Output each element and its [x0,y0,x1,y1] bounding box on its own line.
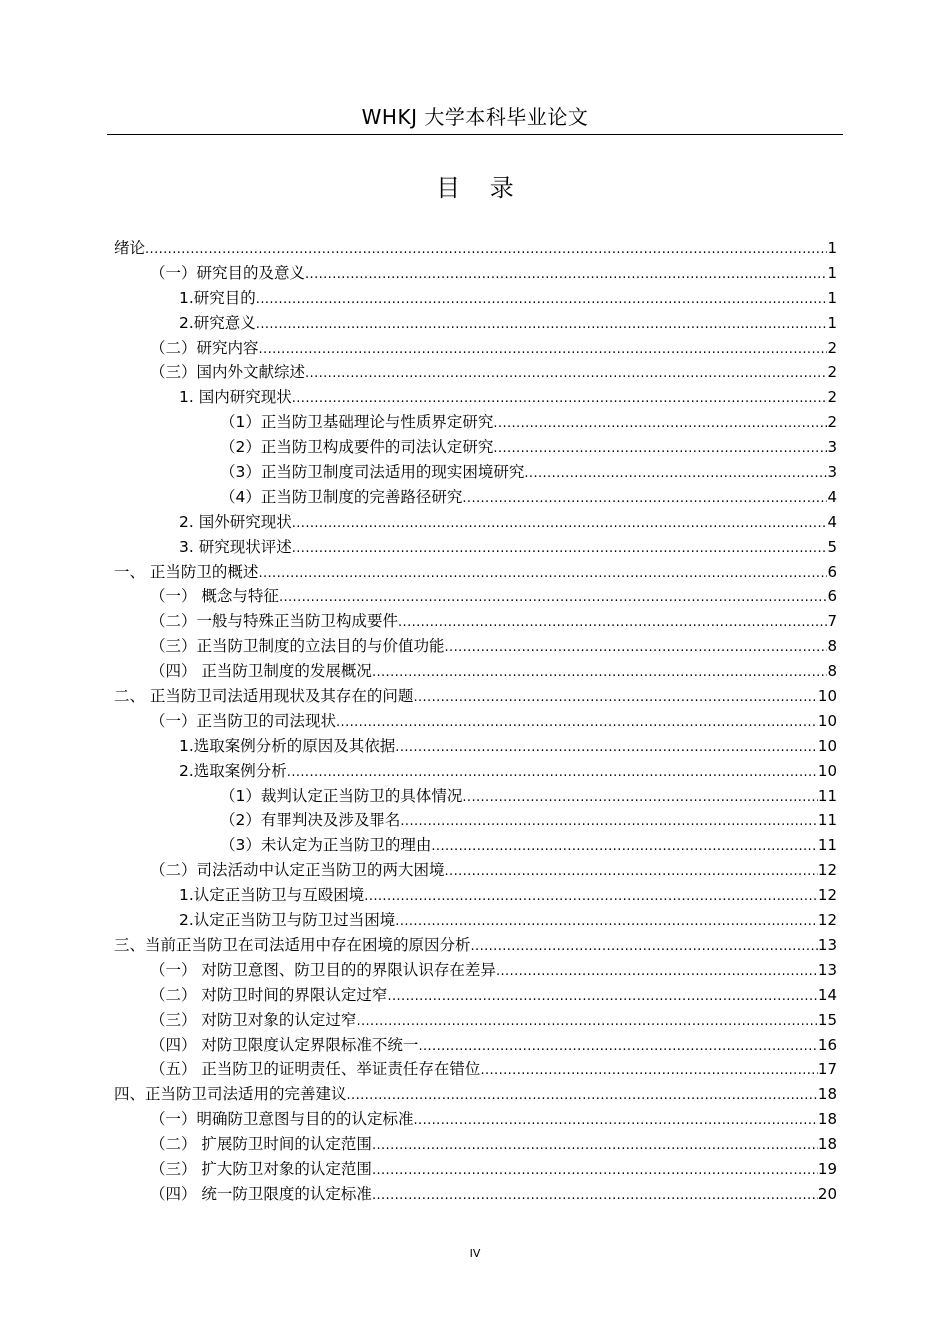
toc-entry-label: （2）正当防卫构成要件的司法认定研究 [220,438,494,457]
toc-entry[interactable] [114,236,837,261]
toc-dot-leader [462,485,827,510]
toc-entry-page: 16 [817,1035,837,1054]
toc-entry[interactable] [114,709,837,734]
toc-entry-label: （四） 对防卫限度认定界限标准不统一 [150,1035,419,1054]
toc-entry[interactable] [114,1157,837,1182]
toc-dot-leader [493,435,827,460]
toc-entry-label: （三） 对防卫对象的认定过窄 [150,1010,357,1029]
toc-entry-page: 18 [817,1085,837,1104]
toc-entry-page: 18 [817,1135,837,1154]
toc-dot-leader [372,1132,818,1157]
toc-entry-label: （1）正当防卫基础理论与性质界定研究 [220,413,494,432]
toc-entry-label: 2. 国外研究现状 [179,512,292,531]
toc-entry[interactable] [114,659,837,684]
toc-dot-leader [336,709,818,734]
toc-entry-label: （3）未认定为正当防卫的理由 [220,836,432,855]
toc-entry-page: 4 [827,487,837,506]
toc-entry-label: 3. 研究现状评述 [179,537,292,556]
toc-entry-page: 12 [817,911,837,930]
toc-dot-leader [292,510,828,535]
toc-entry[interactable] [114,833,837,858]
toc-entry[interactable] [114,261,837,286]
toc-entry[interactable] [114,1008,837,1033]
toc-entry[interactable] [114,958,837,983]
toc-dot-leader [524,460,827,485]
toc-dot-leader [256,311,828,336]
toc-dot-leader [305,360,827,385]
toc-entry-page: 1 [827,263,837,282]
toc-entry-page: 17 [817,1060,837,1079]
toc-entry-label: 1.认定正当防卫与互殴困境 [179,886,365,905]
toc-entry[interactable] [114,535,837,560]
toc-dot-leader [398,609,827,634]
toc-dot-leader [372,1182,818,1207]
toc-entry-label: 绪论 [114,239,146,257]
toc-dot-leader [305,261,827,286]
toc-entry-label: （四） 正当防卫制度的发展概况 [150,662,372,681]
toc-dot-leader [292,385,828,410]
toc-dot-leader [418,1033,817,1058]
toc-dot-leader [471,933,818,958]
toc-entry-label: （2）有罪判决及涉及罪名 [220,811,401,830]
toc-entry-page: 20 [817,1184,837,1203]
toc-entry-page: 2 [827,413,837,432]
toc-entry[interactable] [114,1057,837,1082]
toc-entry-page: 6 [827,562,837,581]
toc-entry-page: 2 [827,363,837,382]
document-header-title: WHKJ 大学本科毕业论文 [361,105,589,129]
toc-dot-leader [356,1008,817,1033]
toc-entry-page: 3 [827,463,837,482]
toc-entry-label: （四） 统一防卫限度的认定标准 [150,1184,372,1203]
toc-entry[interactable] [114,1182,837,1207]
toc-entry[interactable] [114,609,837,634]
toc-dot-leader [445,634,828,659]
toc-entry-label: （一）明确防卫意图与目的的认定标准 [150,1110,414,1129]
toc-entry-page: 1 [827,288,837,307]
toc-entry-label: （三）国内外文献综述 [150,363,306,382]
toc-entry-label: 2.研究意义 [179,313,256,332]
toc-entry-page: 8 [827,637,837,656]
toc-entry[interactable] [114,858,837,883]
toc-entry-page: 7 [827,612,837,631]
toc-entry-page: 19 [817,1159,837,1178]
toc-entry-label: 二、 正当防卫司法适用现状及其存在的问题 [114,687,414,706]
toc-entry-page: 6 [827,587,837,606]
toc-dot-leader [414,1107,818,1132]
toc-entry-label: 三、当前正当防卫在司法适用中存在困境的原因分析 [114,935,471,954]
toc-entry[interactable] [114,684,837,709]
toc-entry[interactable] [114,1132,837,1157]
toc-entry[interactable] [114,908,837,933]
toc-dot-leader [395,734,818,759]
toc-entry[interactable] [114,734,837,759]
toc-entry[interactable] [114,933,837,958]
toc-entry-label: 2.认定正当防卫与防卫过当困境 [179,911,396,930]
toc-dot-leader [395,908,818,933]
toc-entry-label: （1）裁判认定正当防卫的具体情况 [220,786,463,805]
toc-entry-page: 11 [817,786,837,805]
toc-entry-page: 10 [817,711,837,730]
toc-entry-label: （二） 扩展防卫时间的认定范围 [150,1135,372,1154]
toc-entry-label: （三）正当防卫制度的立法目的与价值功能 [150,637,445,656]
toc-entry-label: （二）一般与特殊正当防卫构成要件 [150,612,399,631]
toc-dot-leader [256,286,828,311]
toc-dot-leader [493,410,827,435]
toc-entry-label: （4）正当防卫制度的完善路径研究 [220,487,463,506]
toc-entry[interactable] [114,634,837,659]
toc-entry-label: （二） 对防卫时间的界限认定过窄 [150,985,388,1004]
toc-dot-leader [462,784,818,809]
toc-entry-label: （五） 正当防卫的证明责任、举证责任存在错位 [150,1060,481,1079]
toc-entry[interactable] [114,983,837,1008]
toc-entry-page: 5 [827,537,837,556]
toc-entry-page: 4 [827,512,837,531]
toc-entry[interactable] [114,410,837,435]
toc-entry[interactable] [114,286,837,311]
toc-entry[interactable] [114,311,837,336]
toc-entry-page: 10 [817,761,837,780]
toc-dot-leader [292,535,828,560]
toc-dot-leader [259,336,828,361]
toc-entry-page: 8 [827,662,837,681]
toc-dot-leader [387,983,817,1008]
toc-entry-page: 10 [817,736,837,755]
toc-title: 目 录 [436,174,514,202]
table-of-contents [114,236,837,1207]
toc-entry-page: 12 [817,861,837,880]
toc-entry[interactable] [114,883,837,908]
toc-dot-leader [496,958,818,983]
toc-entry-label: 四、正当防卫司法适用的完善建议 [114,1085,347,1104]
toc-entry-label: 一、 正当防卫的概述 [114,562,259,581]
toc-entry-page: 2 [827,388,837,407]
toc-entry-label: （二）研究内容 [150,338,259,357]
toc-entry[interactable] [114,1107,837,1132]
toc-dot-leader [287,759,818,784]
toc-dot-leader [413,684,817,709]
toc-entry-page: 15 [817,1010,837,1029]
toc-entry[interactable] [114,1082,837,1107]
toc-entry-page: 1 [827,239,837,257]
toc-entry-page: 12 [817,886,837,905]
toc-dot-leader [279,584,828,609]
toc-entry-label: （一） 对防卫意图、防卫目的的界限认识存在差异 [150,960,496,979]
toc-dot-leader [145,236,827,261]
toc-entry-page: 11 [817,836,837,855]
toc-entry[interactable] [114,759,837,784]
toc-entry-label: 1.选取案例分析的原因及其依据 [179,736,396,755]
toc-dot-leader [431,833,818,858]
toc-dot-leader [372,1157,818,1182]
toc-entry[interactable] [114,336,837,361]
toc-entry-page: 2 [827,338,837,357]
page-number: IV [469,1247,481,1260]
toc-entry-page: 13 [817,935,837,954]
toc-entry-page: 14 [817,985,837,1004]
toc-entry[interactable] [114,784,837,809]
toc-entry-label: 2.选取案例分析 [179,761,287,780]
toc-entry[interactable] [114,584,837,609]
toc-entry-page: 18 [817,1110,837,1129]
toc-entry-label: （一） 概念与特征 [150,587,279,606]
toc-entry[interactable] [114,435,837,460]
toc-dot-leader [258,560,827,585]
toc-dot-leader [400,808,818,833]
toc-entry-page: 13 [817,960,837,979]
toc-entry[interactable] [114,560,837,585]
toc-entry-label: （一）研究目的及意义 [150,263,306,282]
toc-entry-page: 11 [817,811,837,830]
toc-dot-leader [445,858,818,883]
toc-entry[interactable] [114,460,837,485]
toc-entry-page: 3 [827,438,837,457]
toc-dot-leader [372,659,828,684]
toc-dot-leader [347,1082,818,1107]
toc-entry[interactable] [114,360,837,385]
toc-dot-leader [480,1057,817,1082]
toc-entry[interactable] [114,385,837,410]
toc-entry[interactable] [114,808,837,833]
toc-dot-leader [364,883,818,908]
toc-entry[interactable] [114,510,837,535]
toc-entry-label: 1.研究目的 [179,288,256,307]
toc-entry[interactable] [114,485,837,510]
toc-entry-page: 1 [827,313,837,332]
header-divider [107,134,843,135]
toc-entry-label: （一）正当防卫的司法现状 [150,711,337,730]
toc-entry[interactable] [114,1033,837,1058]
toc-entry-label: 1. 国内研究现状 [179,388,292,407]
toc-entry-label: （3）正当防卫制度司法适用的现实困境研究 [220,463,525,482]
toc-entry-label: （二）司法活动中认定正当防卫的两大困境 [150,861,445,880]
toc-entry-page: 10 [817,687,837,706]
toc-entry-label: （三） 扩大防卫对象的认定范围 [150,1159,372,1178]
